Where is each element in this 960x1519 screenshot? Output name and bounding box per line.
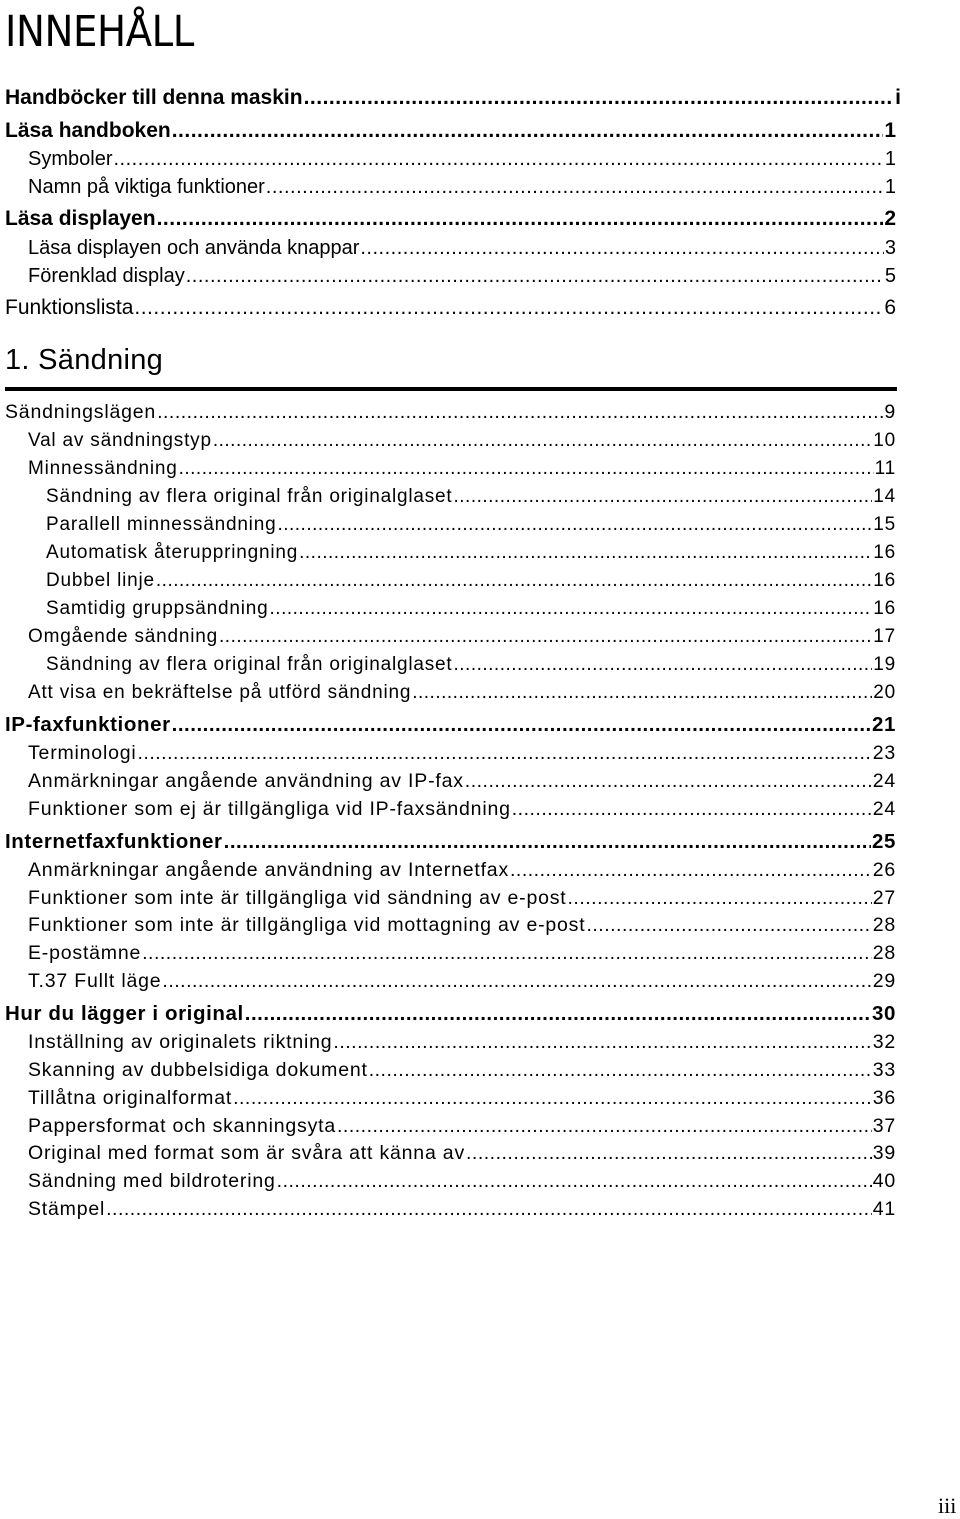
toc-leader-dots — [138, 742, 872, 765]
toc-entry-page: 9 — [884, 401, 896, 423]
toc-leader-dots — [568, 887, 872, 910]
toc-leader-dots — [299, 542, 872, 564]
toc-entry-page: 1 — [884, 176, 896, 198]
toc-entry-page: i — [895, 86, 901, 109]
toc-leader-dots — [156, 570, 872, 592]
toc-entry-title: Handböcker till denna maskin — [5, 86, 303, 109]
toc-entry-page: 2 — [884, 207, 896, 230]
toc-entry-page: 19 — [873, 654, 896, 675]
toc-entry-page: 16 — [873, 570, 896, 591]
toc-leader-dots — [333, 1031, 871, 1054]
toc-entry[interactable] — [28, 887, 896, 910]
toc-entry-title: Val av sändningstyp — [28, 430, 212, 451]
toc-entry-title: Sändning av flera original från originalglaset — [46, 654, 453, 675]
toc-entry-title: E-postämne — [28, 942, 142, 964]
toc-entry-page: 24 — [872, 798, 896, 820]
toc-entry-title: IP-faxfunktioner — [5, 713, 171, 736]
toc-entry-title: Namn på viktiga funktioner — [28, 176, 265, 198]
toc-entry-page: 15 — [873, 514, 896, 535]
toc-entry[interactable] — [28, 1059, 896, 1082]
toc-entry-page: 1 — [884, 148, 896, 170]
toc-entry-page: 26 — [872, 859, 896, 881]
toc-entry[interactable] — [46, 570, 896, 592]
toc-entry-page: 37 — [872, 1115, 896, 1137]
toc-leader-dots — [270, 598, 873, 620]
toc-entry-page: 17 — [873, 626, 896, 647]
toc-entry[interactable] — [5, 713, 896, 737]
toc-entry-title: Samtidig gruppsändning — [46, 598, 269, 619]
toc-leader-dots — [512, 798, 872, 821]
toc-entry-title: Funktioner som inte är tillgängliga vid sändning av e-post — [28, 887, 567, 909]
toc-leader-dots — [304, 86, 895, 110]
toc-entry[interactable] — [5, 830, 896, 854]
toc-entry-title: T.37 Fullt läge — [28, 970, 162, 992]
toc-entry-page: 3 — [884, 237, 896, 259]
toc-entry[interactable] — [46, 598, 896, 620]
toc-entry-title: Sändningslägen — [5, 401, 157, 423]
toc-entry-page: 11 — [874, 458, 896, 479]
toc-entry-title: Läsa handboken — [5, 119, 171, 142]
toc-entry-page: 40 — [872, 1170, 896, 1192]
toc-leader-dots — [106, 1198, 872, 1221]
chapter-title: 1. Sändning — [5, 344, 164, 376]
toc-entry[interactable] — [5, 401, 896, 424]
toc-entry-page: 5 — [884, 265, 896, 287]
toc-entry-page: 6 — [884, 296, 896, 319]
toc-entry[interactable] — [28, 176, 896, 199]
toc-entry-title: Stämpel — [28, 1198, 106, 1220]
toc-entry-page: 39 — [872, 1142, 896, 1164]
toc-leader-dots — [266, 176, 884, 199]
toc-entry-title: Skanning av dubbelsidiga dokument — [28, 1059, 368, 1081]
toc-leader-dots — [157, 207, 884, 231]
toc-entry-page: 16 — [873, 542, 896, 563]
toc-entry-title: Anmärkningar angående användning av Internetfax — [28, 859, 509, 881]
toc-leader-dots — [233, 1087, 872, 1110]
toc-entry-page: 16 — [873, 598, 896, 619]
toc-leader-dots — [219, 626, 872, 648]
toc-entry-page: 21 — [871, 713, 896, 736]
toc-entry-title: Anmärkningar angående användning av IP-fax — [28, 770, 464, 792]
toc-entry[interactable] — [28, 682, 896, 704]
toc-leader-dots — [412, 682, 872, 704]
toc-entry[interactable] — [28, 1115, 896, 1138]
toc-leader-dots — [113, 148, 883, 171]
toc-entry[interactable] — [5, 86, 901, 110]
toc-leader-dots — [369, 1059, 872, 1082]
toc-leader-dots — [360, 237, 884, 260]
toc-entry[interactable] — [28, 1142, 896, 1165]
toc-entry-title: Funktioner som ej är tillgängliga vid IP-faxsändning — [28, 798, 511, 820]
toc-entry-title: Förenklad display — [28, 265, 185, 287]
toc-entry[interactable] — [28, 742, 896, 765]
toc-entry-title: Att visa en bekräftelse på utförd sändning — [28, 682, 412, 703]
toc-entry-title: Terminologi — [28, 742, 137, 764]
toc-entry[interactable] — [46, 514, 896, 536]
toc-entry[interactable] — [5, 119, 896, 143]
toc-entry-page: 10 — [873, 430, 896, 451]
toc-entry-title: Funktioner som inte är tillgängliga vid mottagning av e-post — [28, 914, 586, 936]
toc-leader-dots — [277, 514, 872, 536]
toc-entry-title: Hur du lägger i original — [5, 1002, 244, 1025]
toc-entry-title: Inställning av originalets riktning — [28, 1031, 333, 1053]
toc-entry[interactable] — [5, 207, 896, 231]
toc-entry-page: 28 — [872, 942, 896, 964]
toc-entry[interactable] — [46, 542, 896, 564]
toc-entry-title: Internetfaxfunktioner — [5, 830, 223, 853]
toc-entry-title: Läsa displayen och använda knappar — [28, 237, 360, 259]
toc-entry-page: 30 — [871, 1002, 896, 1025]
toc-entry-page: 33 — [872, 1059, 896, 1081]
toc-entry[interactable] — [28, 859, 896, 882]
toc-leader-dots — [157, 401, 883, 424]
toc-entry-page: 14 — [873, 486, 896, 507]
toc-entry[interactable] — [28, 798, 896, 821]
toc-leader-dots — [245, 1002, 871, 1026]
toc-entry-title: Sändning med bildrotering — [28, 1170, 276, 1192]
toc-entry-title: Automatisk återuppringning — [46, 542, 299, 563]
toc-entry-title: Sändning av flera original från originalglaset — [46, 486, 453, 507]
toc-leader-dots — [224, 830, 871, 854]
page-number: iii — [938, 1493, 957, 1518]
toc-entry[interactable] — [28, 458, 896, 480]
toc-leader-dots — [172, 713, 871, 737]
page-title: INNEHÅLL — [5, 7, 194, 57]
toc-entry[interactable] — [5, 1002, 896, 1026]
toc-entry[interactable] — [28, 770, 896, 793]
toc-entry[interactable] — [28, 265, 896, 288]
toc-leader-dots — [510, 859, 872, 882]
toc-leader-dots — [453, 654, 872, 676]
toc-entry-title: Pappersformat och skanningsyta — [28, 1115, 336, 1137]
chapter-divider — [5, 387, 897, 391]
toc-entry-page: 29 — [872, 970, 896, 992]
toc-leader-dots — [213, 430, 872, 452]
toc-entry-page: 23 — [872, 742, 896, 764]
toc-entry[interactable] — [28, 942, 896, 965]
toc-entry-title: Dubbel linje — [46, 570, 155, 591]
toc-entry-page: 25 — [871, 830, 896, 853]
toc-entry-page: 36 — [872, 1087, 896, 1109]
toc-entry[interactable] — [28, 237, 896, 260]
toc-leader-dots — [337, 1115, 872, 1138]
toc-leader-dots — [162, 970, 871, 993]
toc-entry-title: Minnessändning — [28, 458, 178, 479]
toc-entry[interactable] — [28, 626, 896, 648]
toc-entry-page: 20 — [873, 682, 896, 703]
toc-entry[interactable] — [28, 970, 896, 993]
toc-entry-page: 1 — [884, 119, 896, 142]
toc-entry[interactable] — [5, 296, 896, 320]
toc-entry-page: 28 — [872, 914, 896, 936]
toc-leader-dots — [586, 914, 871, 937]
toc-entry[interactable] — [46, 654, 896, 676]
toc-entry-title: Symboler — [28, 148, 113, 170]
toc-leader-dots — [277, 1170, 872, 1193]
toc-entry[interactable] — [28, 1198, 896, 1221]
toc-entry[interactable] — [28, 148, 896, 171]
toc-entry-title: Original med format som är svåra att känna av — [28, 1142, 465, 1164]
toc-leader-dots — [186, 265, 884, 288]
toc-leader-dots — [453, 486, 872, 508]
toc-leader-dots — [142, 942, 872, 965]
toc-entry-title: Tillåtna originalformat — [28, 1087, 233, 1109]
toc-entry-title: Omgående sändning — [28, 626, 219, 647]
toc-entry-page: 24 — [872, 770, 896, 792]
toc-leader-dots — [172, 119, 884, 143]
toc-entry[interactable] — [28, 914, 896, 937]
toc-entry-page: 32 — [872, 1031, 896, 1053]
toc-entry-page: 41 — [872, 1198, 896, 1220]
toc-entry[interactable] — [28, 1170, 896, 1193]
toc-entry[interactable] — [46, 486, 896, 508]
toc-leader-dots — [179, 458, 874, 480]
toc-entry-title: Parallell minnessändning — [46, 514, 277, 535]
toc-entry[interactable] — [28, 1031, 896, 1054]
toc-entry-title: Funktionslista — [5, 296, 134, 319]
toc-entry[interactable] — [28, 1087, 896, 1110]
toc-leader-dots — [134, 296, 883, 320]
toc-leader-dots — [466, 1142, 872, 1165]
toc-entry-page: 27 — [872, 887, 896, 909]
toc-entry-title: Läsa displayen — [5, 207, 156, 230]
toc-leader-dots — [465, 770, 872, 793]
toc-entry[interactable] — [28, 430, 896, 452]
